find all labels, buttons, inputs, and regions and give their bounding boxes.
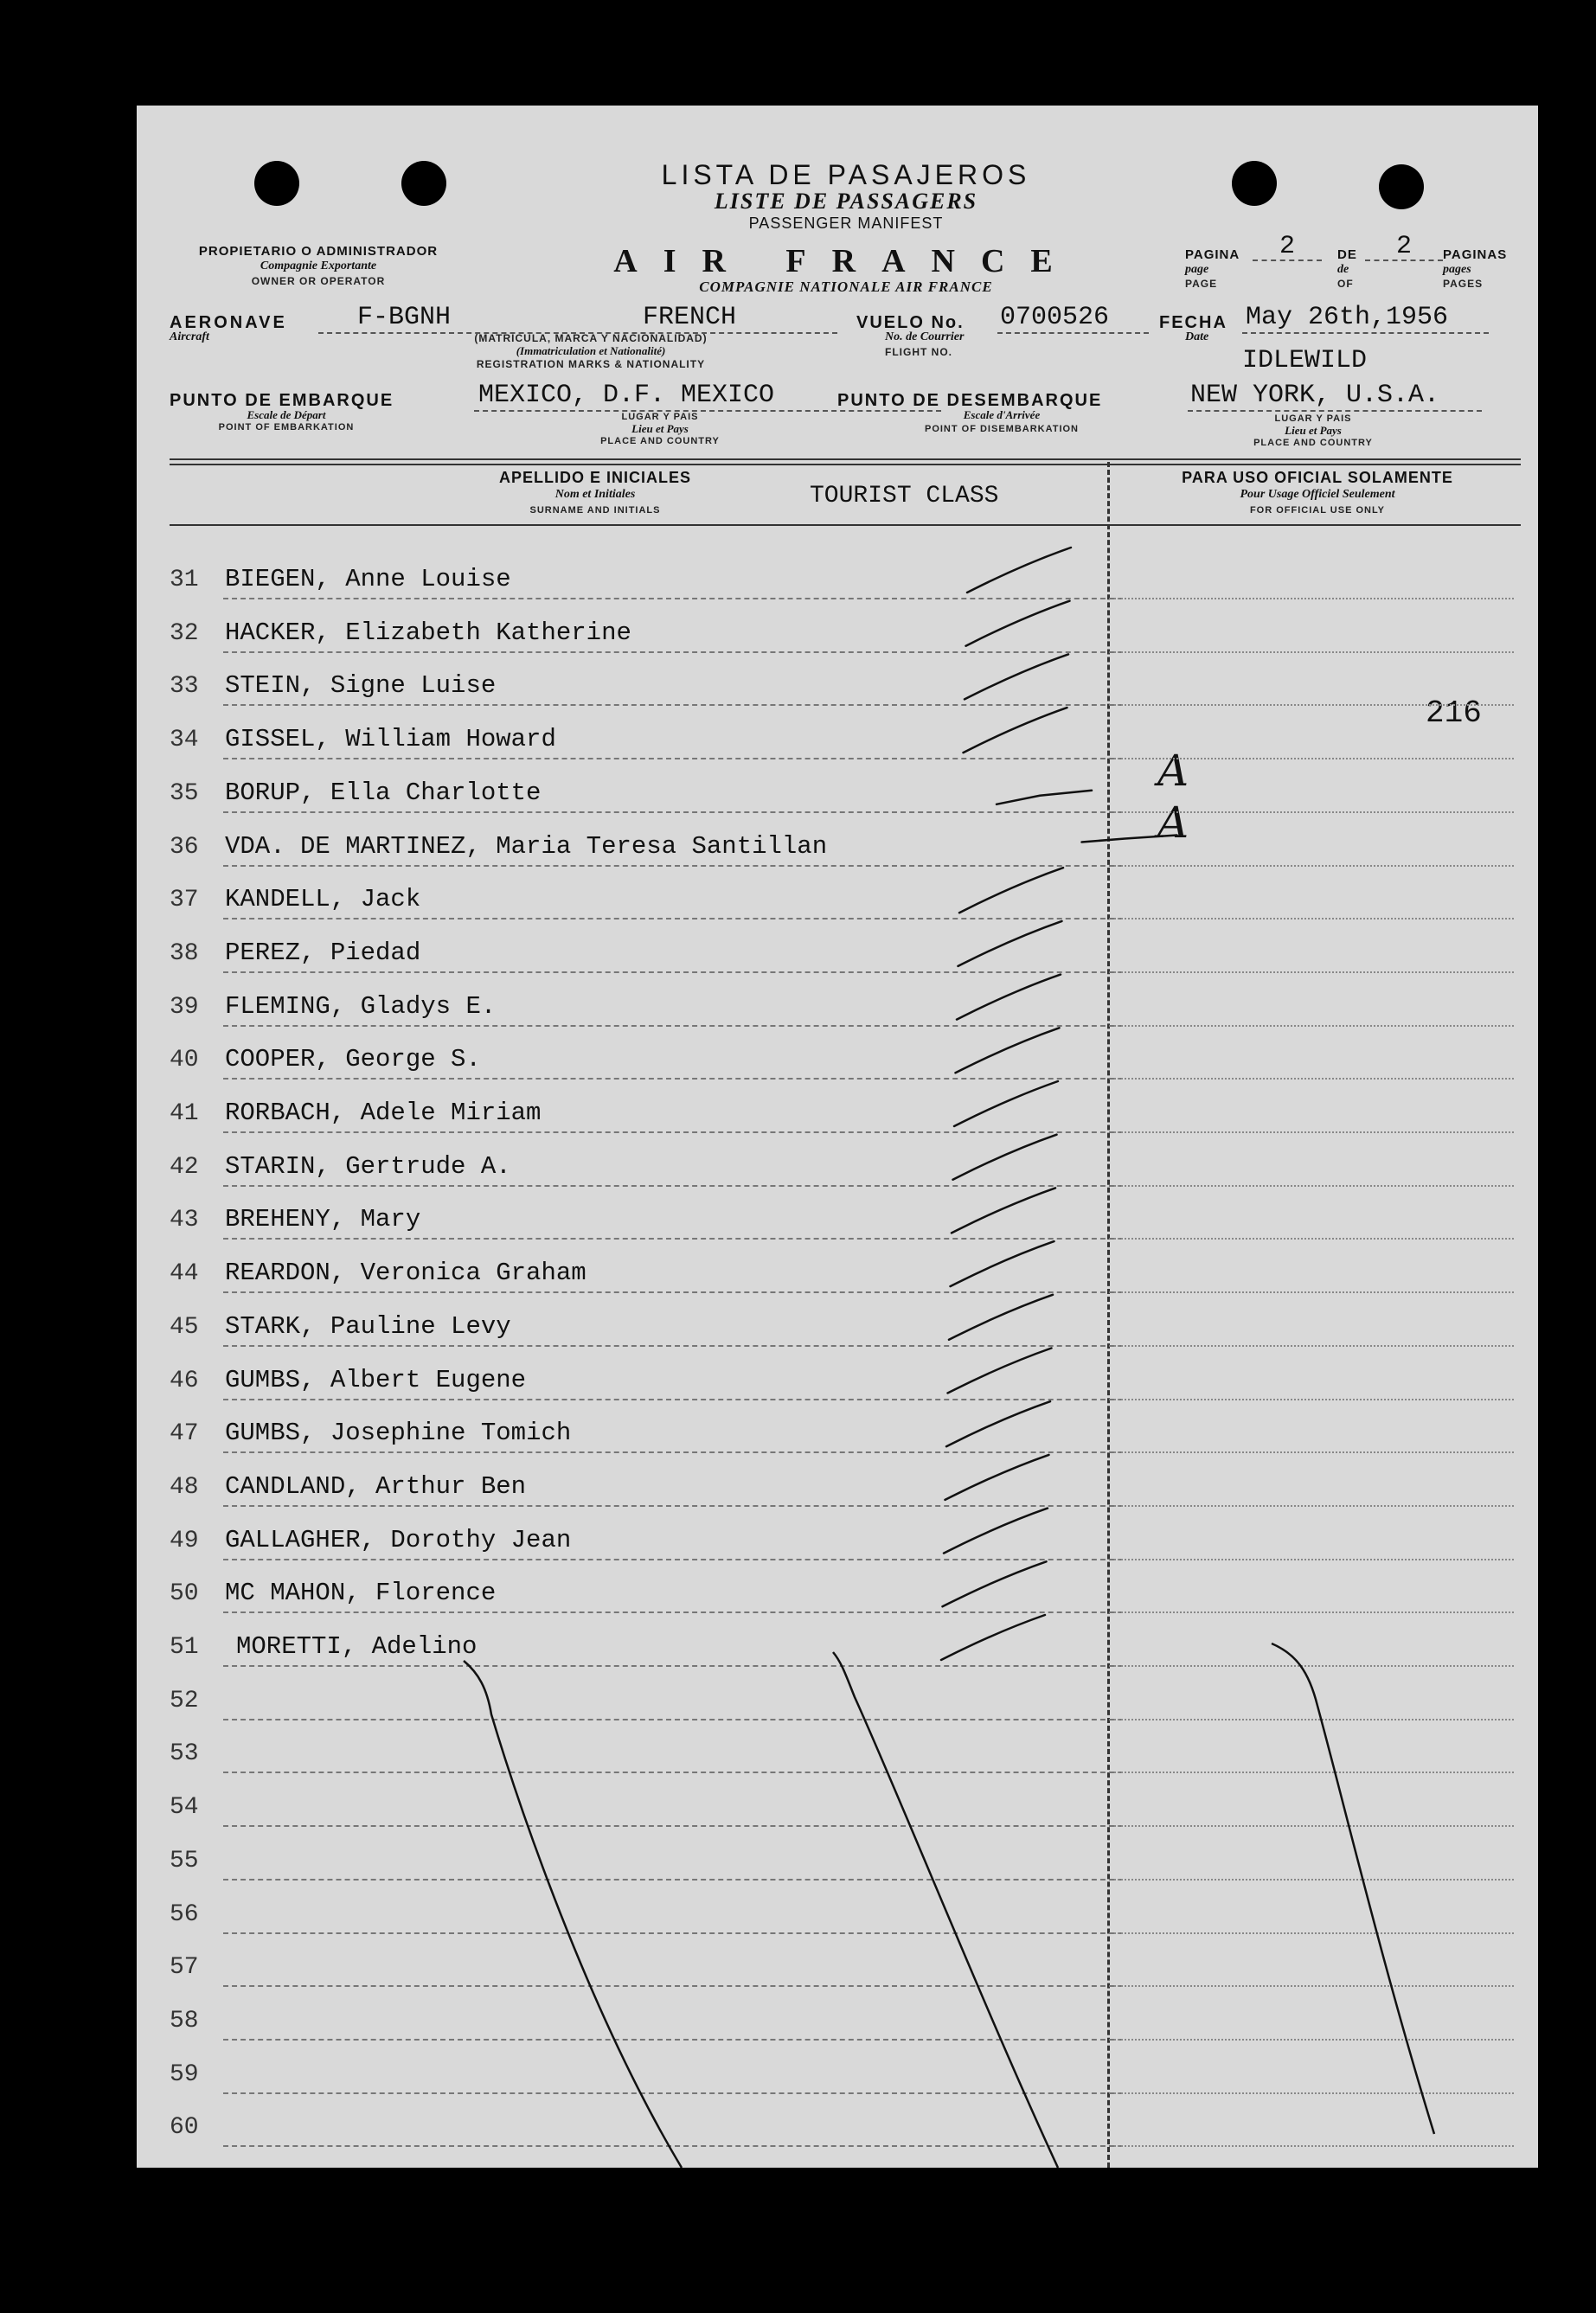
header-rule-1: [170, 458, 1521, 460]
disembark-sub-fr: Lieu et Pays: [1285, 424, 1342, 437]
punch-hole-left-2: [401, 161, 446, 206]
embark-value: MEXICO, D.F. MEXICO: [478, 381, 775, 410]
disembark-value: NEW YORK, U.S.A.: [1190, 381, 1440, 410]
row-number: 57: [170, 1954, 199, 1982]
disembark-sub-es: LUGAR Y PAIS: [1274, 413, 1352, 424]
check-mark: [945, 1455, 1049, 1500]
header-rule-2: [170, 464, 1521, 465]
row-number: 43: [170, 1207, 199, 1234]
disembark-label-en: POINT OF DISEMBARKATION: [924, 424, 1079, 434]
official-row-rule: [1114, 865, 1514, 867]
check-mark: [965, 654, 1068, 699]
punch-hole-left-1: [254, 161, 299, 206]
page-of-label-en: OF: [1337, 278, 1354, 290]
passenger-name: GISSEL, William Howard: [225, 725, 556, 754]
row-rule: [223, 598, 1123, 599]
official-row-rule: [1114, 1291, 1514, 1293]
row-rule: [223, 1559, 1123, 1560]
date-label-fr: Date: [1185, 330, 1209, 343]
column-name-header: APELLIDO E INICIALES: [498, 469, 692, 486]
column-name-header-fr: Nom et Initiales: [554, 488, 636, 501]
official-row-rule: [1114, 1451, 1514, 1453]
row-rule: [223, 865, 1123, 867]
check-mark: [952, 1188, 1055, 1233]
official-row-rule: [1114, 2092, 1514, 2094]
official-row-rule: [1114, 811, 1514, 813]
passenger-name: VDA. DE MARTINEZ, Maria Teresa Santillan: [225, 831, 828, 861]
check-mark: [966, 601, 1070, 646]
row-number: 37: [170, 887, 199, 914]
row-rule: [223, 1611, 1123, 1613]
official-row-rule: [1114, 2039, 1514, 2041]
aircraft-label: AERONAVE: [170, 313, 287, 332]
passenger-name: RORBACH, Adele Miriam: [225, 1099, 542, 1127]
official-row-rule: [1114, 1879, 1514, 1881]
check-mark: [946, 1401, 1050, 1446]
check-mark: [951, 1241, 1054, 1286]
row-number: 54: [170, 1794, 199, 1822]
check-mark: [997, 791, 1092, 804]
column-name-header-en: SURNAME AND INITIALS: [529, 505, 661, 516]
official-row-rule: [1114, 651, 1514, 653]
official-row-rule: [1114, 758, 1514, 759]
row-number: 34: [170, 727, 199, 754]
official-row-rule: [1114, 1505, 1514, 1507]
row-number: 41: [170, 1100, 199, 1127]
row-number: 40: [170, 1047, 199, 1074]
embark-label-fr: Escale de Départ: [247, 408, 326, 421]
check-mark: [941, 1615, 1045, 1660]
date-value: May 26th,1956: [1246, 303, 1449, 332]
row-number: 60: [170, 2114, 199, 2142]
column-official-header-en: FOR OFFICIAL USE ONLY: [1249, 505, 1386, 516]
row-rule: [223, 2039, 1123, 2041]
row-rule: [223, 651, 1123, 653]
row-number: 48: [170, 1473, 199, 1501]
page-label: PAGINA: [1185, 247, 1240, 262]
official-row-rule: [1114, 1611, 1514, 1613]
row-number: 51: [170, 1634, 199, 1661]
official-column-divider: [1107, 462, 1110, 2168]
check-mark: [957, 975, 1061, 1020]
row-rule: [223, 1932, 1123, 1934]
official-row-rule: [1114, 1665, 1514, 1667]
check-mark: [953, 1135, 1057, 1180]
page-label-fr: page: [1185, 263, 1209, 276]
row-rule: [223, 1451, 1123, 1453]
strike-lines: [464, 1643, 1434, 2168]
manifest-title-en: PASSENGER MANIFEST: [748, 215, 944, 232]
column-header-rule: [170, 524, 1521, 526]
passenger-name: GUMBS, Albert Eugene: [225, 1365, 527, 1394]
row-rule: [223, 1985, 1123, 1987]
owner-label: PROPIETARIO O ADMINISTRADOR: [198, 244, 439, 259]
punch-hole-right-1: [1232, 161, 1277, 206]
flight-label: VUELO No.: [856, 313, 965, 332]
row-rule: [223, 1665, 1123, 1667]
official-row-rule: [1114, 1985, 1514, 1987]
row-number: 46: [170, 1367, 199, 1394]
official-row-rule: [1114, 1131, 1514, 1133]
aircraft-sub-fr: (Immatriculation et Nationalité): [516, 344, 666, 357]
row-number: 47: [170, 1420, 199, 1448]
row-rule: [223, 1505, 1123, 1507]
official-row-rule: [1114, 918, 1514, 919]
embark-label-en: POINT OF EMBARKATION: [218, 422, 355, 432]
aircraft-nationality: FRENCH: [643, 303, 737, 332]
row-rule: [223, 1879, 1123, 1881]
passenger-name: KANDELL, Jack: [225, 885, 421, 914]
check-mark: [948, 1349, 1052, 1394]
row-rule: [223, 1825, 1123, 1827]
row-rule: [223, 918, 1123, 919]
row-rule: [223, 1238, 1123, 1240]
page-label-en: PAGE: [1185, 278, 1218, 290]
passenger-name: PEREZ, Piedad: [225, 938, 421, 967]
row-rule: [223, 1131, 1123, 1133]
passenger-name: CANDLAND, Arthur Ben: [225, 1471, 527, 1501]
row-rule: [223, 2145, 1123, 2147]
check-mark: [949, 1295, 1053, 1340]
row-rule: [223, 1291, 1123, 1293]
official-row-rule: [1114, 1772, 1514, 1773]
check-mark: [956, 1028, 1060, 1073]
official-row-rule: [1114, 971, 1514, 973]
date-line: [1242, 332, 1489, 334]
passenger-name: FLEMING, Gladys E.: [225, 991, 497, 1021]
row-number: 53: [170, 1740, 199, 1768]
row-rule: [223, 971, 1123, 973]
check-mark: [958, 921, 1062, 966]
official-row-rule: [1114, 1719, 1514, 1720]
pages-label-en: PAGES: [1443, 278, 1484, 290]
row-number: 31: [170, 567, 199, 593]
row-number: 55: [170, 1847, 199, 1874]
tourist-class-label: TOURIST CLASS: [810, 483, 999, 509]
manifest-page: [137, 106, 1538, 2168]
strike-line-check-column: [833, 1652, 1058, 2168]
aircraft-sub-es: (MATRICULA, MARCA Y NACIONALIDAD): [474, 332, 708, 344]
row-number: 56: [170, 1900, 199, 1928]
embark-sub-en: PLACE AND COUNTRY: [600, 436, 720, 446]
row-rule: [223, 1772, 1123, 1773]
flight-number: 0700526: [1000, 303, 1110, 332]
disembark-line: [1188, 410, 1482, 412]
official-row-rule: [1114, 2145, 1514, 2147]
disembark-label-fr: Escale d'Arrivée: [963, 408, 1041, 421]
embark-label: PUNTO DE EMBARQUE: [170, 391, 394, 410]
official-row-rule: [1114, 1025, 1514, 1027]
aircraft-registration: F-BGNH: [357, 303, 452, 332]
manifest-title-fr: LISTE DE PASSAGERS: [714, 189, 978, 214]
passenger-name: GALLAGHER, Dorothy Jean: [225, 1525, 572, 1554]
row-rule: [223, 1399, 1123, 1400]
row-number: 58: [170, 2007, 199, 2034]
passenger-name: MC MAHON, Florence: [225, 1579, 497, 1608]
arrival-airport: IDLEWILD: [1242, 346, 1368, 375]
official-row-rule: [1114, 704, 1514, 706]
passenger-name: STARIN, Gertrude A.: [225, 1151, 511, 1181]
row-number: 38: [170, 939, 199, 967]
airline-name: AIR FRANCE: [613, 243, 1079, 279]
page-of-label: DE: [1337, 247, 1357, 262]
row-number: 49: [170, 1527, 199, 1554]
strike-line-official-column: [1272, 1643, 1434, 2134]
passenger-name: MORETTI, Adelino: [236, 1632, 478, 1661]
flight-label-en: FLIGHT NO.: [885, 346, 952, 358]
pages-label: PAGINAS: [1443, 247, 1508, 262]
check-mark: [954, 1081, 1058, 1126]
flight-label-fr: No. de Courrier: [885, 330, 965, 343]
owner-label-en: OWNER OR OPERATOR: [251, 275, 386, 287]
aircraft-label-fr: Aircraft: [170, 330, 209, 343]
passenger-name: GUMBS, Josephine Tomich: [225, 1419, 572, 1448]
row-number: 36: [170, 833, 199, 861]
page-of-label-fr: de: [1337, 263, 1349, 276]
manifest-title: LISTA DE PASAJEROS: [661, 159, 1031, 190]
owner-label-fr: Compagnie Exportante: [260, 259, 377, 272]
column-official-header-fr: Pour Usage Officiel Seulement: [1240, 488, 1395, 501]
passenger-name: BREHENY, Mary: [225, 1205, 421, 1234]
embark-sub-es: LUGAR Y PAIS: [621, 412, 699, 422]
check-marks: [941, 548, 1177, 1660]
check-mark: [943, 1561, 1047, 1606]
official-row-rule: [1114, 1932, 1514, 1934]
row-number: 50: [170, 1580, 199, 1608]
row-rule: [223, 1078, 1123, 1080]
official-row-rule: [1114, 1825, 1514, 1827]
official-row-rule: [1114, 1559, 1514, 1560]
stamp-number: 216: [1426, 695, 1482, 731]
date-label: FECHA: [1159, 313, 1227, 332]
row-number: 33: [170, 673, 199, 701]
official-row-rule: [1114, 1185, 1514, 1187]
annotation-a-2: A: [1157, 798, 1189, 848]
official-row-rule: [1114, 1238, 1514, 1240]
row-rule: [223, 758, 1123, 759]
page-total: 2: [1395, 232, 1412, 261]
passenger-name: BORUP, Ella Charlotte: [225, 778, 542, 807]
official-row-rule: [1114, 1399, 1514, 1400]
annotation-a-1: A: [1157, 746, 1189, 796]
row-number: 32: [170, 619, 199, 647]
row-number: 44: [170, 1260, 199, 1288]
row-number: 42: [170, 1153, 199, 1181]
disembark-sub-en: PLACE AND COUNTRY: [1253, 438, 1373, 448]
column-official-header: PARA USO OFICIAL SOLAMENTE: [1182, 469, 1453, 486]
passenger-name: BIEGEN, Anne Louise: [225, 565, 511, 593]
row-rule: [223, 1345, 1123, 1347]
aircraft-sub-en: REGISTRATION MARKS & NATIONALITY: [476, 358, 706, 370]
passenger-name: STARK, Pauline Levy: [225, 1311, 511, 1341]
check-mark: [944, 1509, 1048, 1554]
page-number: 2: [1279, 232, 1295, 261]
airline-subtitle: COMPAGNIE NATIONALE AIR FRANCE: [699, 279, 993, 295]
row-rule: [223, 704, 1123, 706]
row-rule: [223, 1185, 1123, 1187]
passenger-name: STEIN, Signe Luise: [225, 671, 497, 701]
punch-hole-right-2: [1379, 164, 1424, 209]
row-number: 52: [170, 1687, 199, 1714]
passenger-name: HACKER, Elizabeth Katherine: [225, 618, 631, 647]
disembark-label: PUNTO DE DESEMBARQUE: [837, 391, 1103, 410]
passenger-name: COOPER, George S.: [225, 1045, 481, 1074]
row-rule: [223, 1719, 1123, 1720]
row-number: 45: [170, 1313, 199, 1341]
embark-sub-fr: Lieu et Pays: [631, 422, 689, 435]
check-mark: [964, 708, 1067, 753]
passenger-name: REARDON, Veronica Graham: [225, 1259, 586, 1288]
check-mark: [967, 548, 1071, 593]
pages-label-fr: pages: [1443, 263, 1471, 276]
official-row-rule: [1114, 1078, 1514, 1080]
official-row-rule: [1114, 598, 1514, 599]
row-number: 39: [170, 993, 199, 1021]
row-number: 35: [170, 779, 199, 807]
check-mark: [959, 868, 1063, 913]
flight-line: [997, 332, 1149, 334]
row-rule: [223, 811, 1123, 813]
row-number: 59: [170, 2060, 199, 2088]
row-rule: [223, 2092, 1123, 2094]
row-rule: [223, 1025, 1123, 1027]
official-row-rule: [1114, 1345, 1514, 1347]
